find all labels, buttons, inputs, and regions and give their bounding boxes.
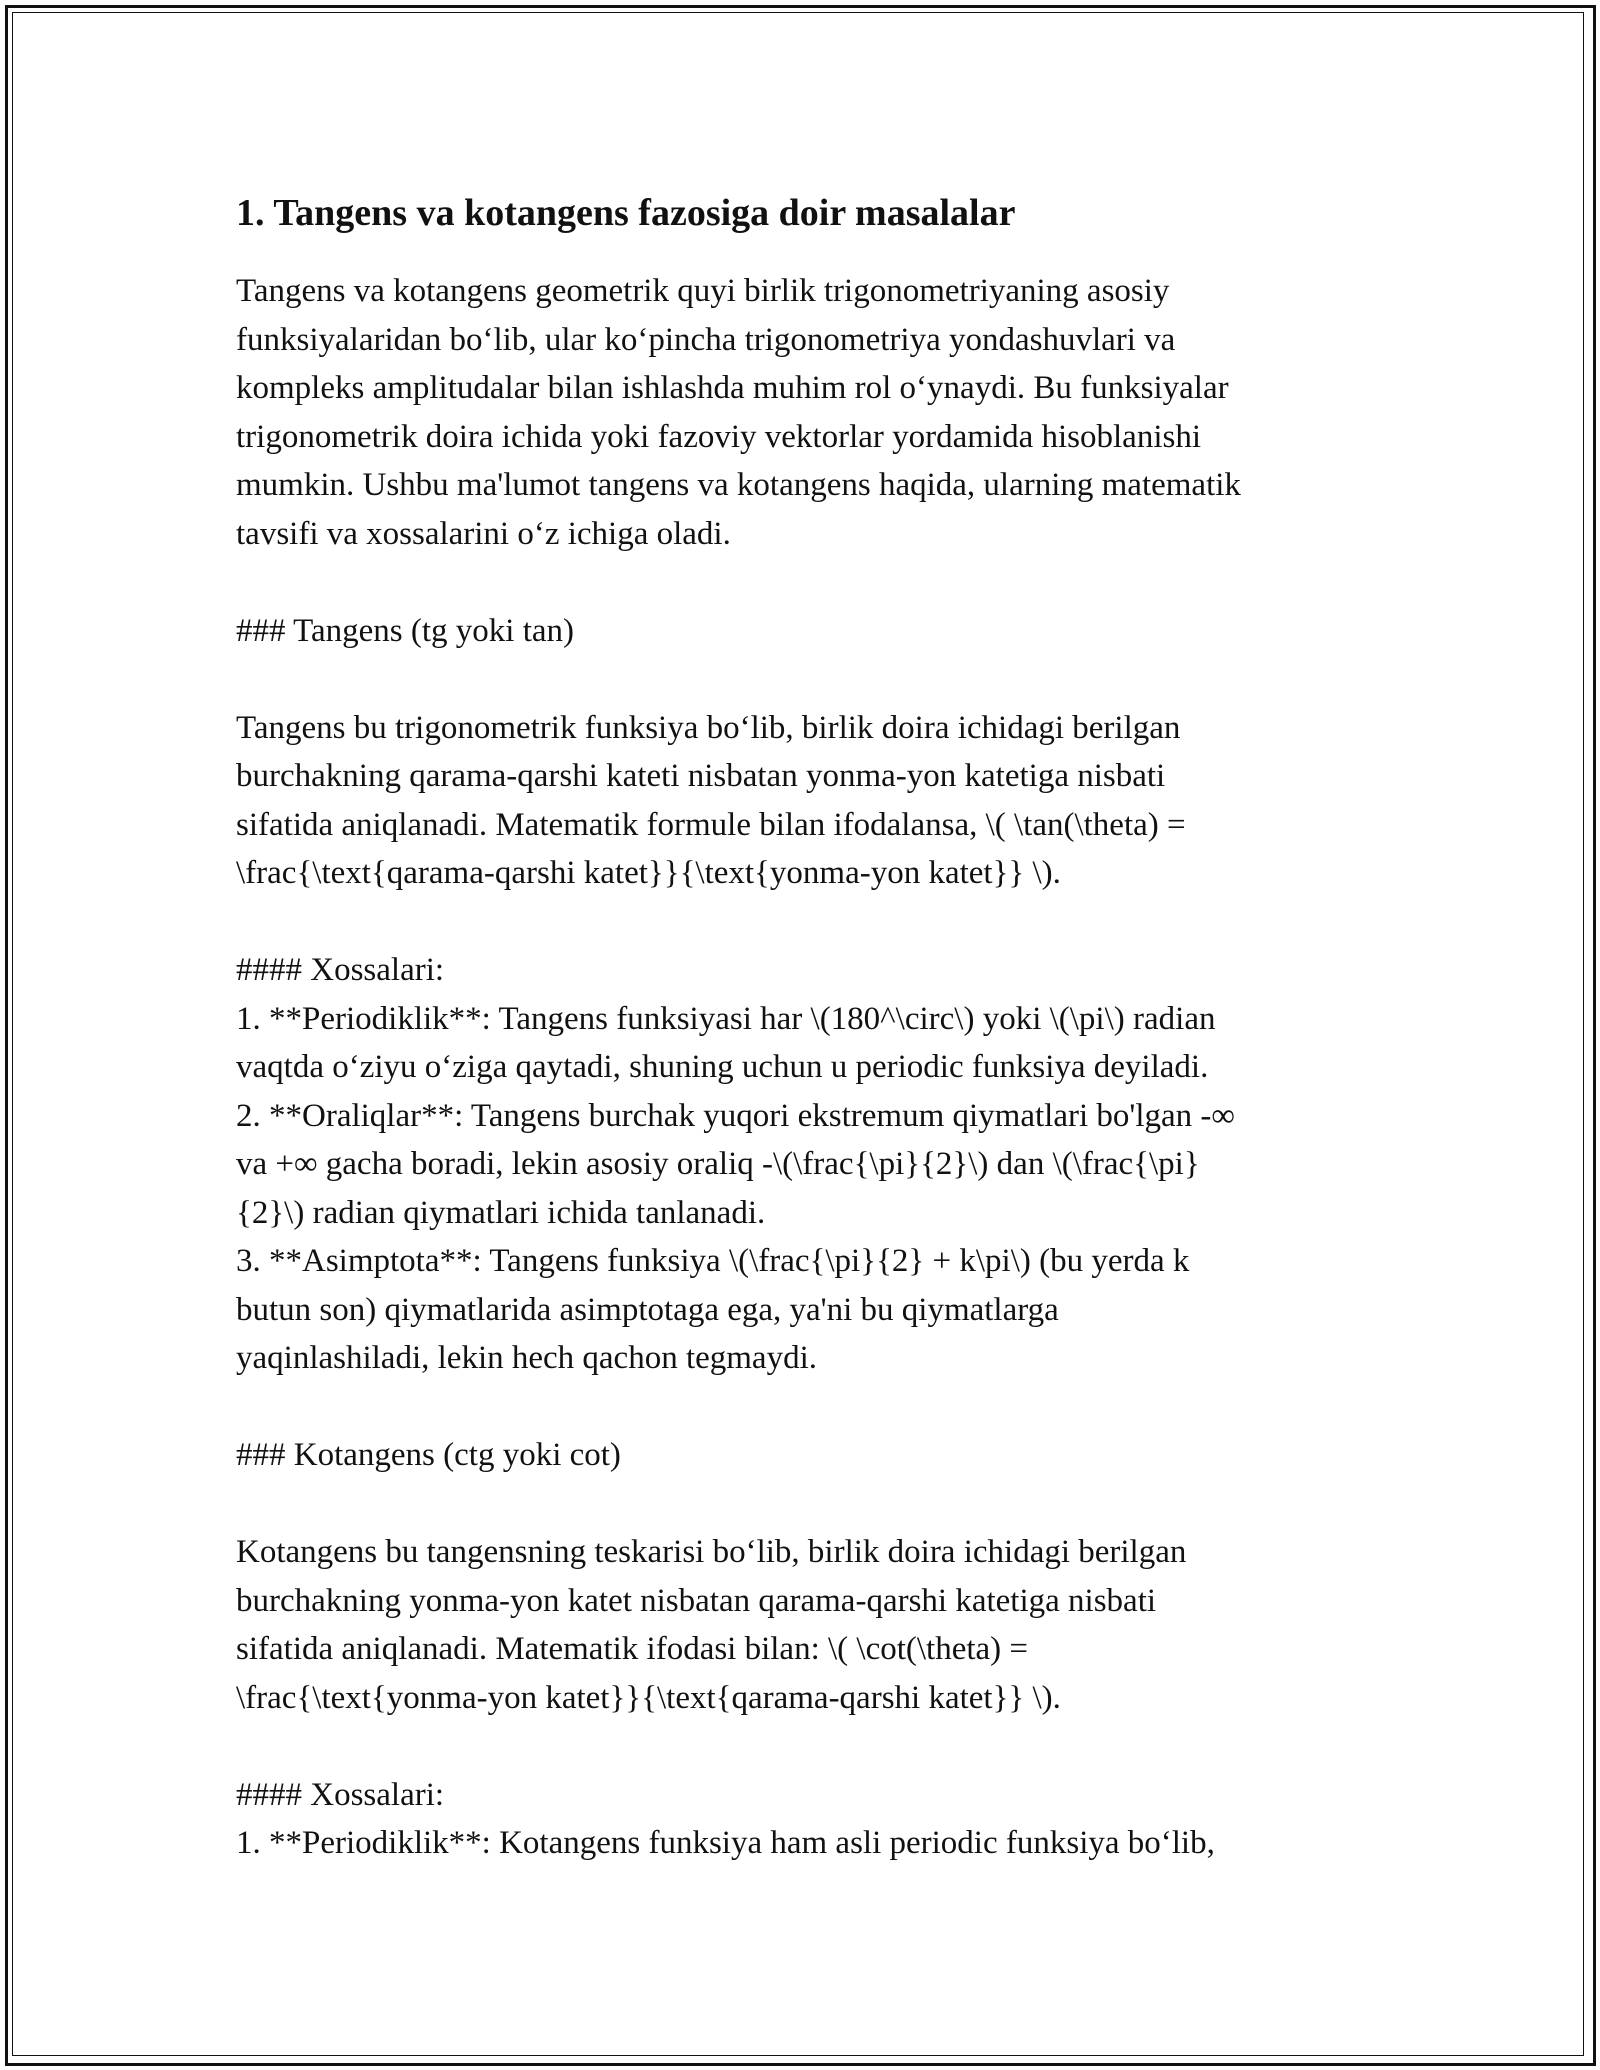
- spacer: [236, 1480, 1366, 1529]
- kotangens-heading: ### Kotangens (ctg yoki cot): [236, 1437, 621, 1473]
- spacer: [236, 558, 1366, 607]
- page-title: 1. Tangens va kotangens fazosiga doir masalalar: [236, 192, 1016, 234]
- tangens-properties-list: #### Xossalari: 1. **Periodiklik**: Tangens funksiyasi har \(180^\circ\) yoki \(\pi\) radian vaqtda o‘ziyu o‘ziga qaytadi, shuning uchun u periodic funksiya deyiladi. 2. **Oraliqlar**: Tangens burchak yuqori ekstremum qiymatlari bo'lgan -∞ va +∞ gacha boradi, lekin asosiy oraliq -\(\frac{\pi}{2}\) dan \(\frac{\pi} {2}\) radian qiymatlari ichida tanlanadi. 3. **Asimptota**: Tangens funksiya \(\frac{\pi}{2} + k\pi\) (bu yerda k butun son) qiymatlarida asimptotaga ega, ya'ni bu qiymatlarga yaqinlashiladi, lekin hech qachon tegmaydi.: [236, 952, 1235, 1376]
- document-body: [236, 185, 1366, 1868]
- kotangens-properties-list: #### Xossalari: 1. **Periodiklik**: Kotangens funksiya ham asli periodic funksiya bo‘lib,: [236, 1776, 1215, 1861]
- spacer: [236, 1383, 1366, 1432]
- spacer: [236, 655, 1366, 704]
- intro-paragraph: Tangens va kotangens geometrik quyi birlik trigonometriyaning asosiy funksiyalaridan bo‘lib, ular ko‘pincha trigonometriya yondashuvlari va kompleks amplitudalar bilan ishlashda muhim rol o‘ynaydi. Bu funksiyalar trigonometrik doira ichida yoki fazoviy vektorlar yordamida hisoblanishi mumkin. Ushbu ma'lumot tangens va kotangens haqida, ularning matematik tavsifi va xossalarini o‘z ichiga oladi.: [236, 273, 1241, 552]
- kotangens-definition-paragraph: Kotangens bu tangensning teskarisi bo‘lib, birlik doira ichidagi berilgan burchakning yonma-yon katet nisbatan qarama-qarshi katetiga nisbati sifatida aniqlanadi. Matematik ifodasi bilan: \( \cot(\theta) = \frac{\text{yonma-yon katet}}{\text{qarama-qarshi katet}} \).: [236, 1534, 1187, 1716]
- tangens-definition-paragraph: Tangens bu trigonometrik funksiya bo‘lib, birlik doira ichidagi berilgan burchakning qarama-qarshi kateti nisbatan yonma-yon katetiga nisbati sifatida aniqlanadi. Matematik formule bilan ifodalansa, \( \tan(\theta) = \frac{\text{qarama-qarshi katet}}{\text{yonma-yon katet}} \).: [236, 709, 1186, 891]
- spacer: [236, 898, 1366, 947]
- spacer: [236, 1722, 1366, 1771]
- tangens-heading: ### Tangens (tg yoki tan): [236, 612, 575, 649]
